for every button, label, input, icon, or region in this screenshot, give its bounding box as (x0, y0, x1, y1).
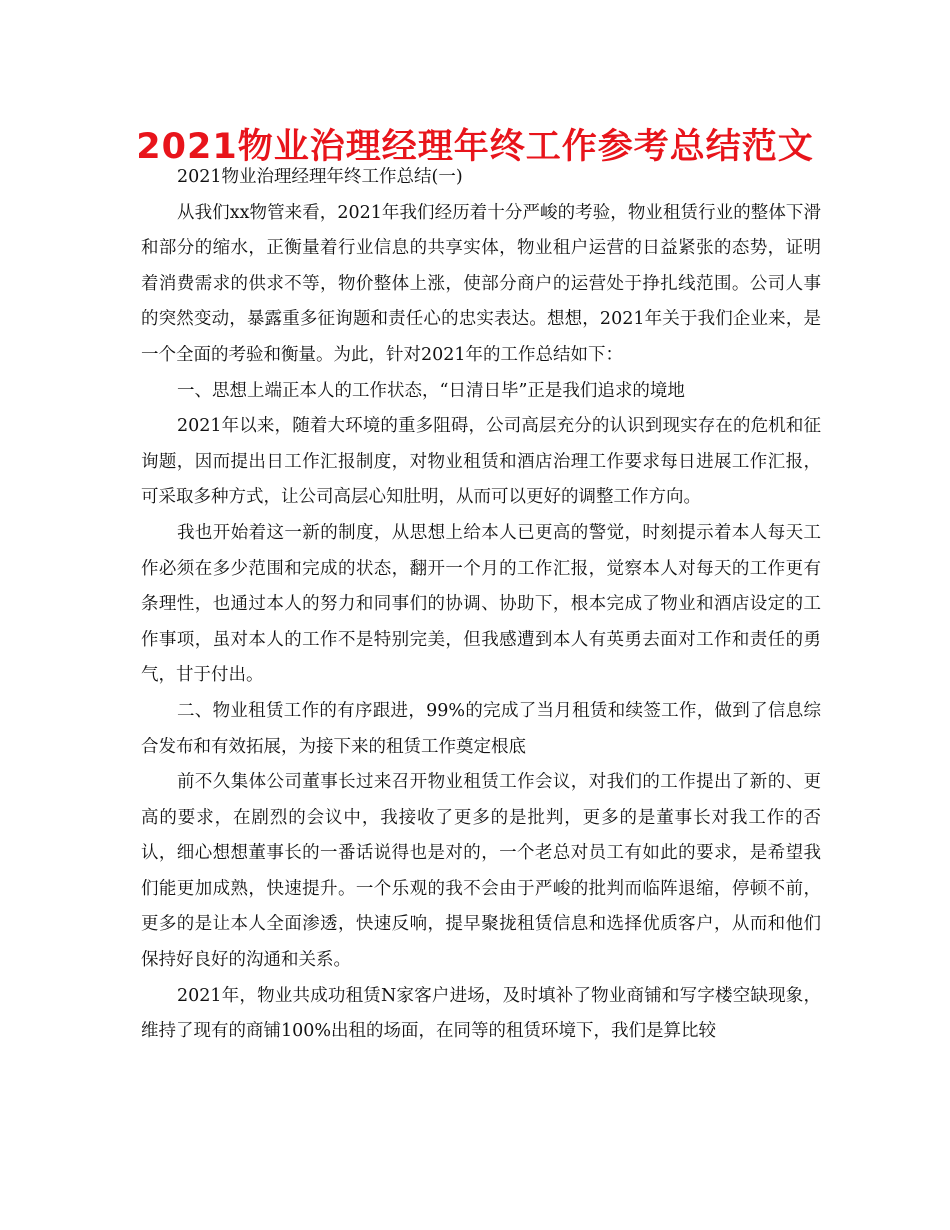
document-body (141, 160, 821, 1050)
section-heading-1: 一、思想上端正本人的工作状态，“日清日毕”正是我们追求的境地 (177, 380, 685, 401)
paragraph-section-2a: 前不久集体公司董事长过来召开物业租赁工作会议，对我们的工作提出了新的、更高的要求，在剧烈的会议中，我接收了更多的是批判，更多的是董事长对我工作的否认，细心想想董事长的一番话说得也是对的，一个老总对员工有如此的要求，是希望我们能更加成熟，快速提升。一个乐观的我不会由于严峻的批判而临阵退缩，停顿不前，更多的是让本人全面渗透，快速反响，提早聚拢租赁信息和选择优质客户，从而和他们保持好良好的沟通和关系。 (141, 772, 821, 971)
document-title: 2021物业治理经理年终工作参考总结范文 (136, 127, 814, 167)
section-heading-2: 二、物业租赁工作的有序跟进，99%的完成了当月租赁和续签工作，做到了信息综合发布和有效拓展，为接下来的租赁工作奠定根底 (141, 700, 821, 757)
document-subtitle: 2021物业治理经理年终工作总结(一) (177, 167, 463, 187)
paragraph-section-1b: 我也开始着这一新的制度，从思想上给本人已更高的警觉，时刻提示着本人每天工作必须在多少范围和完成的状态，翻开一个月的工作汇报，觉察本人对每天的工作更有条理性，也通过本人的努力和同事们的协调、协助下，根本完成了物业和酒店设定的工作事项，虽对本人的工作不是特别完美，但我感遭到本人有英勇去面对工作和责任的勇气，甘于付出。 (141, 522, 821, 686)
paragraph-intro: 从我们xx物管来看，2021年我们经历着十分严峻的考验，物业租赁行业的整体下滑和部分的缩水，正衡量着行业信息的共享实体，物业租户运营的日益紧张的态势，证明着消费需求的供求不等，物价整体上涨，使部分商户的运营处于挣扎线范围。公司人事的突然变动，暴露重多征询题和责任心的忠实表达。想想，2021年关于我们企业来，是一个全面的考验和衡量。为此，针对2021年的工作总结如下： (141, 202, 821, 365)
paragraph-section-2b: 2021年，物业共成功租赁N家客户进场，及时填补了物业商铺和写字楼空缺现象，维持了现有的商铺100%出租的场面，在同等的租赁环境下，我们是算比较 (141, 985, 821, 1042)
paragraph-section-1a: 2021年以来，随着大环境的重多阻碍，公司高层充分的认识到现实存在的危机和征询题，因而提出日工作汇报制度，对物业租赁和酒店治理工作要求每日进展工作汇报，可采取多种方式，让公司高层心知肚明，从而可以更好的调整工作方向。 (141, 416, 821, 508)
